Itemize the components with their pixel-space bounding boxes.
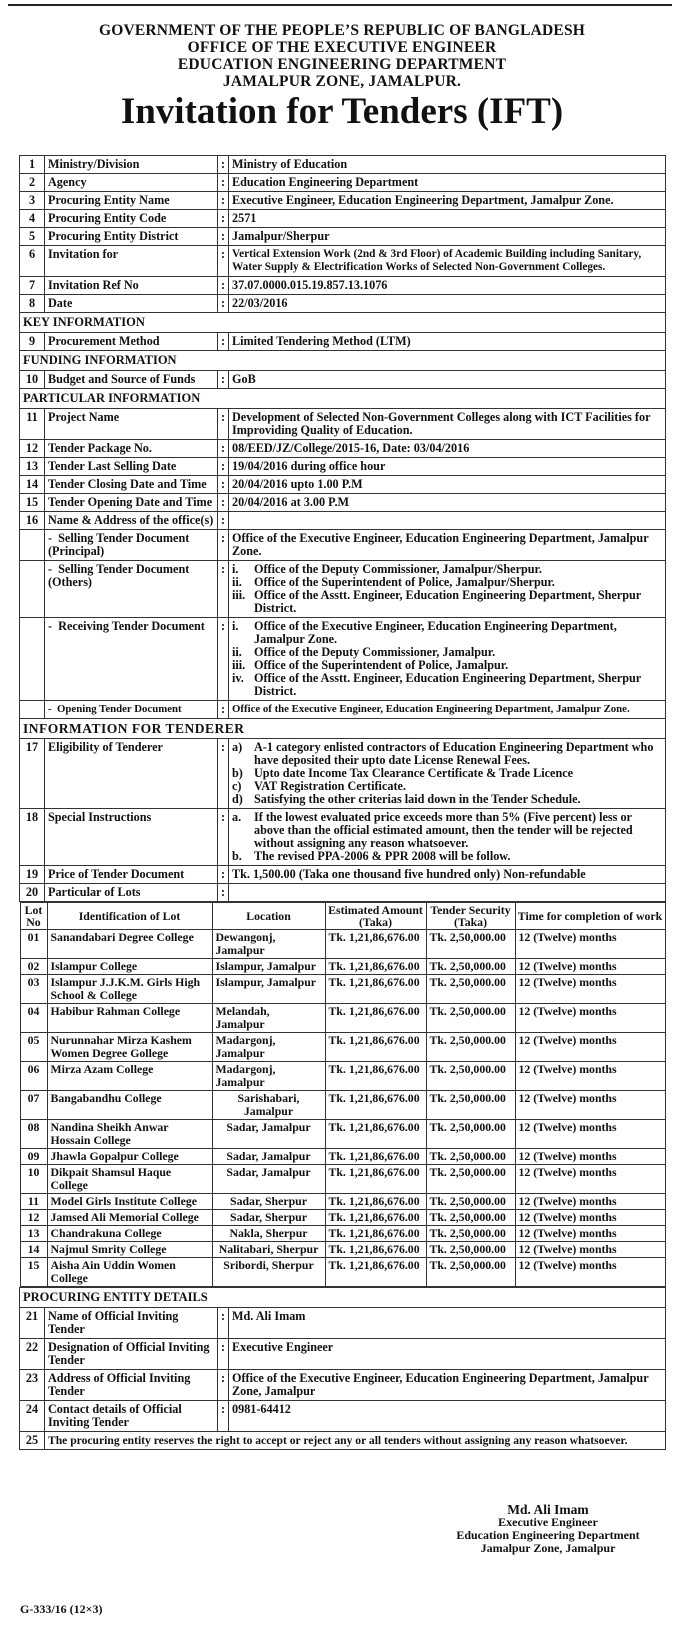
table-row: 14 Tender Closing Date and Time : 20/04/2016 upto 1.00 P.M <box>20 476 666 494</box>
section-heading: KEY INFORMATION <box>20 313 666 333</box>
lots-header: Lot No Identification of Lot Location Estimated Amount (Taka) Tender Security (Taka) Time for completion of work <box>20 903 665 930</box>
table-row: 15 Aisha Ain Uddin Women College Sribordi, Sherpur Tk. 1,21,86,676.00 Tk. 2,50,000.00 12 (Twelve) months <box>20 1258 665 1287</box>
publication-code: G-333/16 (12×3) <box>20 1602 103 1616</box>
list-item: b. The revised PPA-2006 & PPR 2008 will be follow. <box>232 849 511 863</box>
table-row: 05 Nurunnahar Mirza Kashem Women Degree Gollege Madargonj, Jamalpur Tk. 1,21,86,676.00 Tk. 2,50,000.00 12 (Twelve) months <box>20 1033 665 1062</box>
list-item: a. If the lowest evaluated price exceeds more than 5% (Five percent) less or above than the official estimated amount, then the tender will be rejected without assigning any reason whatsoever. <box>232 810 633 850</box>
signature-block <box>448 1503 648 1555</box>
list-item: iv. Office of the Asstt. Engineer, Education Engineering Department, Sherpur District. <box>232 671 641 698</box>
table-row: 13 Chandrakuna College Nakla, Sherpur Tk. 1,21,86,676.00 Tk. 2,50,000.00 12 (Twelve) months <box>20 1226 665 1242</box>
table-row: 12 Jamsed Ali Memorial College Sadar, Sherpur Tk. 1,21,86,676.00 Tk. 2,50,000.00 12 (Twelve) months <box>20 1210 665 1226</box>
table-row: 16 Name & Address of the office(s) : <box>20 512 666 530</box>
table-row: 23 Address of Official Inviting Tender : Office of the Executive Engineer, Education Engineering Department, Jamalpur Zone, Jamalpur <box>20 1370 666 1401</box>
section-heading: INFORMATION FOR TENDERER <box>20 719 666 739</box>
notice-header <box>0 22 684 133</box>
list-item: b) Upto date Income Tax Clearance Certificate & Trade Licence <box>232 766 574 780</box>
table-row: 20 Particular of Lots : <box>20 884 666 902</box>
table-row: 18 Special Instructions : a. If the lowest evaluated price exceeds more than 5% (Five percent) less or above than the official estimated amount, then the tender will be rejected without assigning any reason whatsoever. b. The revised PPA-2006 & PPR 2008 will be follow. <box>20 809 666 866</box>
lots-row <box>20 902 666 1288</box>
header-line-3: EDUCATION ENGINEERING DEPARTMENT <box>177 56 507 73</box>
table-row: 7 Invitation Ref No : 37.07.0000.015.19.857.13.1076 <box>20 277 666 295</box>
office-row-selling-others: - Selling Tender Document (Others) : i. Office of the Deputy Commissioner, Jamalpur/Sherpur. ii. Office of the Superintendent of Police, Jamalpur/Sherpur. iii. Office of the Asstt. Engineer, Education Engineering Department, Sherpur District. <box>20 561 666 618</box>
table-row: 11 Project Name : Development of Selected Non-Government Colleges along with ICT Facilities for Improviding Quality of Education. <box>20 409 666 440</box>
eligibility-list <box>232 741 662 806</box>
table-row: 15 Tender Opening Date and Time : 20/04/2016 at 3.00 P.M <box>20 494 666 512</box>
list-item: c) VAT Registration Certificate. <box>232 779 406 793</box>
list-item: a) A-1 category enlisted contractors of Education Engineering Department who have deposited their upto date License Renewal Fees. <box>232 740 654 767</box>
signatory-zone: Jamalpur Zone, Jamalpur <box>480 1541 616 1555</box>
signatory-department: Education Engineering Department <box>456 1528 640 1542</box>
list-item: iii. Office of the Asstt. Engineer, Education Engineering Department, Sherpur District. <box>232 588 641 615</box>
table-row: 07 Bangabandhu College Sarishabari, Jamalpur Tk. 1,21,86,676.00 Tk. 2,50,000.00 12 (Twelve) months <box>20 1091 665 1120</box>
table-row: 08 Nandina Sheikh Anwar Hossain College Sadar, Jamalpur Tk. 1,21,86,676.00 Tk. 2,50,000.00 12 (Twelve) months <box>20 1120 665 1149</box>
table-row: 01 Sanandabari Degree College Dewangonj, Jamalpur Tk. 1,21,86,676.00 Tk. 2,50,000.00 12 (Twelve) months <box>20 930 665 959</box>
section-heading: FUNDING INFORMATION <box>20 351 666 371</box>
table-row: 4 Procuring Entity Code : 2571 <box>20 210 666 228</box>
table-row: 19 Price of Tender Document : Tk. 1,500.00 (Taka one thousand five hundred only) Non-refundable <box>20 866 666 884</box>
signatory-name: Md. Ali Imam <box>507 1502 589 1517</box>
office-row-selling-principal: - Selling Tender Document (Principal) : Office of the Executive Engineer, Education Engineering Department, Jamalpur Zone. <box>20 530 666 561</box>
table-row: 25 The procuring entity reserves the right to accept or reject any or all tenders without assigning any reason whatsoever. <box>20 1432 666 1450</box>
table-row: 2 Agency : Education Engineering Department <box>20 174 666 192</box>
receiving-list <box>232 620 662 698</box>
table-row: 04 Habibur Rahman College Melandah, Jamalpur Tk. 1,21,86,676.00 Tk. 2,50,000.00 12 (Twelve) months <box>20 1004 665 1033</box>
list-item: i. Office of the Deputy Commissioner, Jamalpur/Sherpur. <box>232 562 542 576</box>
ift-table-frame <box>19 155 665 1450</box>
table-row: 6 Invitation for : Vertical Extension Work (2nd & 3rd Floor) of Academic Building including Sanitary, Water Supply & Electrification Works of Selected Non-Government Colleges. <box>20 246 666 277</box>
signatory-designation: Executive Engineer <box>498 1515 598 1529</box>
table-row: 10 Dikpait Shamsul Haque College Sadar, Jamalpur Tk. 1,21,86,676.00 Tk. 2,50,000.00 12 (Twelve) months <box>20 1165 665 1194</box>
list-item: d) Satisfying the other criterias laid down in the Tender Schedule. <box>232 792 581 806</box>
lots-table <box>20 902 666 1287</box>
selling-others-list <box>232 563 662 615</box>
table-row: 21 Name of Official Inviting Tender : Md. Ali Imam <box>20 1308 666 1339</box>
table-row: 03 Islampur J.J.K.M. Girls High School & College Islampur, Jamalpur Tk. 1,21,86,676.00 Tk. 2,50,000.00 12 (Twelve) months <box>20 975 665 1004</box>
table-row: 06 Mirza Azam College Madargonj, Jamalpur Tk. 1,21,86,676.00 Tk. 2,50,000.00 12 (Twelve) months <box>20 1062 665 1091</box>
table-row: 10 Budget and Source of Funds : GoB <box>20 371 666 389</box>
section-heading: PARTICULAR INFORMATION <box>20 389 666 409</box>
table-row: 17 Eligibility of Tenderer : a) A-1 category enlisted contractors of Education Engineering Department who have deposited their upto date License Renewal Fees. b) Upto date Income Tax Clearance Certificate & Trade Licence c) VAT Registration Certificate. d) Satisfying the other criterias laid down in the Tender Schedule. <box>20 739 666 809</box>
table-row: 14 Najmul Smrity College Nalitabari, Sherpur Tk. 1,21,86,676.00 Tk. 2,50,000.00 12 (Twelve) months <box>20 1242 665 1258</box>
table-row: 02 Islampur College Islampur, Jamalpur Tk. 1,21,86,676.00 Tk. 2,50,000.00 12 (Twelve) months <box>20 959 665 975</box>
header-line-1: GOVERNMENT OF THE PEOPLE’S REPUBLIC OF BANGLADESH <box>98 22 586 39</box>
list-item: i. Office of the Executive Engineer, Education Engineering Department, Jamalpur Zone. <box>232 619 617 646</box>
table-row: 9 Procurement Method : Limited Tendering Method (LTM) <box>20 333 666 351</box>
top-border <box>0 0 684 6</box>
table-row: 3 Procuring Entity Name : Executive Engineer, Education Engineering Department, Jamalpur Zone. <box>20 192 666 210</box>
table-row: 09 Jhawla Gopalpur College Sadar, Jamalpur Tk. 1,21,86,676.00 Tk. 2,50,000.00 12 (Twelve) months <box>20 1149 665 1165</box>
table-row: 24 Contact details of Official Inviting Tender : 0981-64412 <box>20 1401 666 1432</box>
header-line-4: JAMALPUR ZONE, JAMALPUR. <box>222 73 462 90</box>
list-item: ii. Office of the Superintendent of Police, Jamalpur/Sherpur. <box>232 575 555 589</box>
office-row-receiving: - Receiving Tender Document : i. Office of the Executive Engineer, Education Engineering Department, Jamalpur Zone. ii. Office of the Deputy Commissioner, Jamalpur. iii. Office of the Superintendent of Police, Jamalpur. iv. Office of the Asstt. Engineer, Education Engineering Department, Sherpur District. <box>20 618 666 701</box>
office-row-opening: - Opening Tender Document : Office of the Executive Engineer, Education Engineering Department, Jamalpur Zone. <box>20 701 666 719</box>
list-item: iii. Office of the Superintendent of Police, Jamalpur. <box>232 658 509 672</box>
ift-table <box>19 155 666 1450</box>
table-row: 5 Procuring Entity District : Jamalpur/Sherpur <box>20 228 666 246</box>
header-line-2: OFFICE OF THE EXECUTIVE ENGINEER <box>187 39 497 56</box>
table-row: 1 Ministry/Division : Ministry of Education <box>20 156 666 174</box>
page-title: Invitation for Tenders (IFT) <box>120 91 564 132</box>
table-row: 8 Date : 22/03/2016 <box>20 295 666 313</box>
section-heading: PROCURING ENTITY DETAILS <box>20 1288 666 1308</box>
table-row: 13 Tender Last Selling Date : 19/04/2016 during office hour <box>20 458 666 476</box>
table-row: 12 Tender Package No. : 08/EED/JZ/College/2015-16, Date: 03/04/2016 <box>20 440 666 458</box>
special-instructions-list <box>232 811 662 863</box>
table-row: 11 Model Girls Institute College Sadar, Sherpur Tk. 1,21,86,676.00 Tk. 2,50,000.00 12 (Twelve) months <box>20 1194 665 1210</box>
table-row: 22 Designation of Official Inviting Tender : Executive Engineer <box>20 1339 666 1370</box>
list-item: ii. Office of the Deputy Commissioner, Jamalpur. <box>232 645 496 659</box>
